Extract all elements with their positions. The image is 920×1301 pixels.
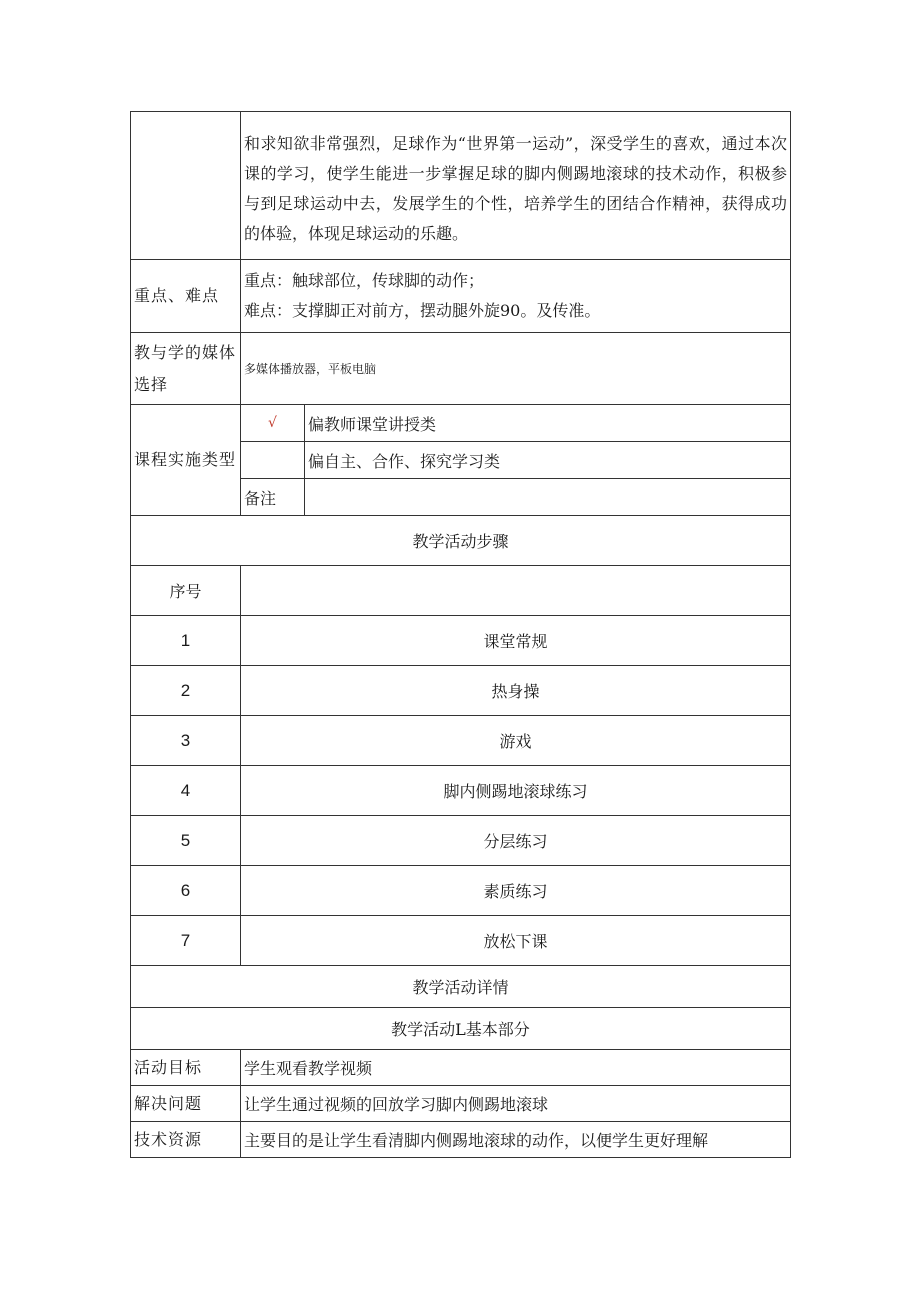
step-text: 游戏 bbox=[241, 716, 791, 766]
steps-title: 教学活动步骤 bbox=[131, 516, 791, 566]
note-label: 备注 bbox=[241, 479, 305, 516]
intro-text: 和求知欲非常强烈，足球作为“世界第一运动”，深受学生的喜欢，通过本次课的学习，使学生能进一步掌握足球的脚内侧踢地滚球的技术动作，积极参与到足球运动中去，发展学生的个性，培养学生的团结合作精神，获得成功的体验，体现足球运动的乐趣。 bbox=[241, 112, 791, 260]
key-point-line: 重点：触球部位，传球脚的动作； bbox=[244, 271, 485, 290]
step-text: 课堂常规 bbox=[241, 616, 791, 666]
step-text: 素质练习 bbox=[241, 866, 791, 916]
detail-row bbox=[131, 1122, 791, 1158]
step-number: 2 bbox=[131, 666, 241, 716]
step-text: 热身操 bbox=[241, 666, 791, 716]
step-text: 脚内侧踢地滚球练习 bbox=[241, 766, 791, 816]
step-number: 5 bbox=[131, 816, 241, 866]
detail-label: 技术资源 bbox=[131, 1122, 241, 1158]
step-text: 分层练习 bbox=[241, 816, 791, 866]
sequence-header: 序号 bbox=[131, 566, 241, 616]
details-subtitle: 教学活动L基本部分 bbox=[131, 1008, 791, 1050]
step-number: 4 bbox=[131, 766, 241, 816]
step-number: 1 bbox=[131, 616, 241, 666]
detail-text: 让学生通过视频的回放学习脚内侧踢地滚球 bbox=[241, 1086, 791, 1122]
course-type-option: 偏教师课堂讲授类 bbox=[305, 405, 791, 442]
step-number: 6 bbox=[131, 866, 241, 916]
steps-title-row bbox=[131, 516, 791, 566]
step-text: 放松下课 bbox=[241, 916, 791, 966]
details-subtitle-row bbox=[131, 1008, 791, 1050]
step-row bbox=[131, 766, 791, 816]
detail-label: 活动目标 bbox=[131, 1050, 241, 1086]
details-title: 教学活动详情 bbox=[131, 966, 791, 1008]
media-row bbox=[131, 333, 791, 405]
detail-text: 学生观看教学视频 bbox=[241, 1050, 791, 1086]
step-row bbox=[131, 716, 791, 766]
step-row bbox=[131, 816, 791, 866]
key-points-label: 重点、难点 bbox=[131, 260, 241, 333]
key-points-cell bbox=[241, 260, 791, 333]
intro-row bbox=[131, 112, 791, 260]
step-row bbox=[131, 666, 791, 716]
note-value-cell bbox=[305, 479, 791, 516]
step-row bbox=[131, 916, 791, 966]
course-type-label: 课程实施类型 bbox=[131, 405, 241, 516]
step-row bbox=[131, 616, 791, 666]
key-points-row bbox=[131, 260, 791, 333]
media-value: 多媒体播放器，平板电脑 bbox=[241, 333, 791, 405]
steps-header-blank bbox=[241, 566, 791, 616]
intro-label-cell bbox=[131, 112, 241, 260]
detail-row bbox=[131, 1086, 791, 1122]
details-title-row bbox=[131, 966, 791, 1008]
empty-mark-cell bbox=[241, 442, 305, 479]
difficulty-line: 难点：支撑脚正对前方，摆动腿外旋90。及传准。 bbox=[244, 301, 601, 320]
media-label: 教与学的媒体选择 bbox=[131, 333, 241, 405]
detail-row bbox=[131, 1050, 791, 1086]
step-row bbox=[131, 866, 791, 916]
detail-label: 解决问题 bbox=[131, 1086, 241, 1122]
course-type-option: 偏自主、合作、探究学习类 bbox=[305, 442, 791, 479]
lesson-plan-table bbox=[130, 111, 791, 1158]
course-type-row bbox=[131, 405, 791, 442]
steps-header-row bbox=[131, 566, 791, 616]
check-mark-icon: √ bbox=[241, 405, 305, 442]
step-number: 7 bbox=[131, 916, 241, 966]
detail-text: 主要目的是让学生看清脚内侧踢地滚球的动作，以便学生更好理解 bbox=[241, 1122, 791, 1158]
step-number: 3 bbox=[131, 716, 241, 766]
